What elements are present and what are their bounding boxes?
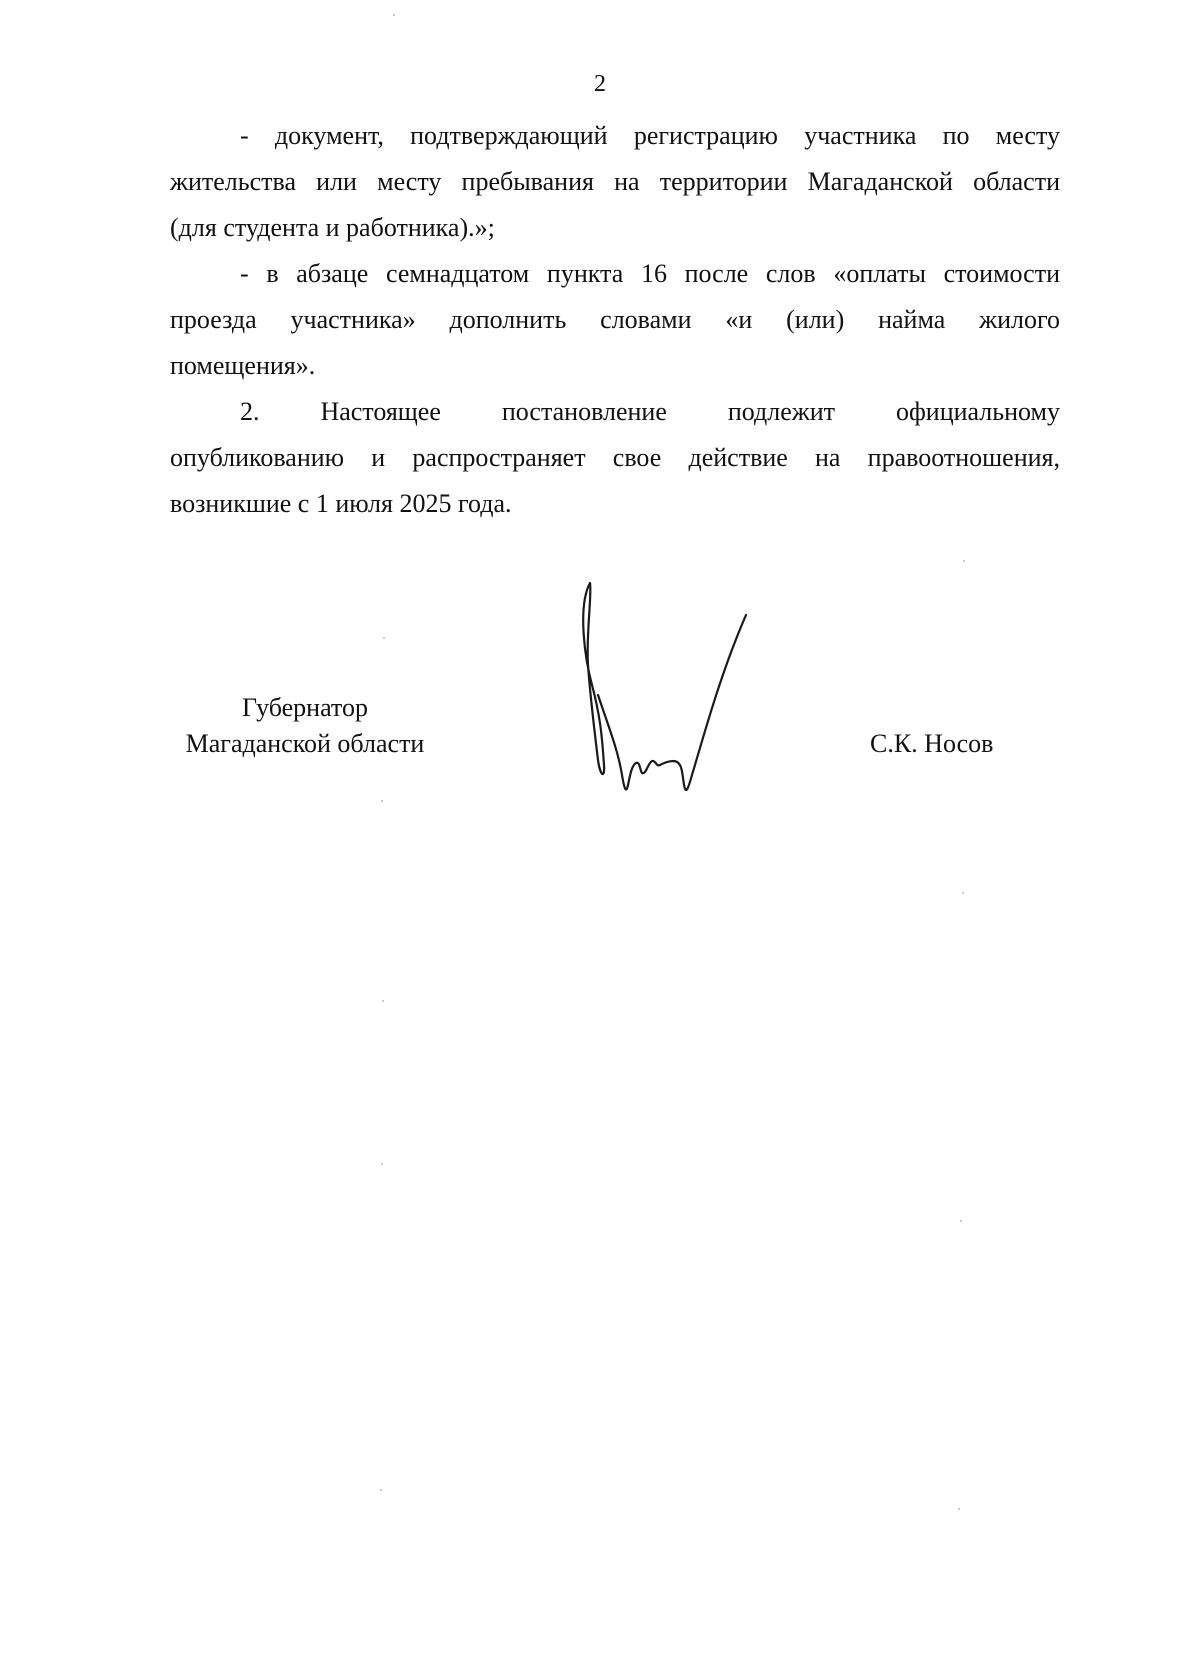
document-body: [170, 113, 1060, 527]
scan-speck: [380, 1489, 382, 1491]
scan-speck: [381, 1163, 383, 1165]
paragraph-line: помещения».: [170, 351, 316, 380]
signer-position: [170, 690, 440, 762]
paragraph-publication-clause: [170, 389, 1060, 527]
paragraph-registration-document: [170, 113, 1060, 251]
paragraph-line: опубликованию и распространяет свое действие на правоотношения,: [170, 443, 1060, 472]
scan-speck: [381, 800, 383, 802]
paragraph-line: 2. Настоящее постановление подлежит официальному: [240, 397, 1060, 426]
scan-speck: [958, 1508, 960, 1510]
paragraph-line: (для студента и работника).»;: [170, 213, 495, 242]
paragraph-line: - в абзаце семнадцатом пункта 16 после слов «оплаты стоимости: [240, 259, 1060, 288]
paragraph-amendment-point-16: [170, 251, 1060, 389]
signer-position-title: Губернатор: [242, 693, 368, 722]
signer-name: С.К. Носов: [870, 729, 994, 758]
scan-speck: [963, 560, 965, 562]
handwritten-signature: [570, 575, 770, 805]
scan-speck: [382, 1000, 384, 1002]
page-number: 2: [594, 71, 606, 97]
paragraph-line: жительства или месту пребывания на территории Магаданской области: [170, 167, 1060, 196]
scan-speck: [962, 892, 964, 894]
paragraph-line: проезда участника» дополнить словами «и (или) найма жилого: [170, 305, 1060, 334]
scan-speck: [383, 637, 385, 639]
scan-speck: [393, 14, 395, 16]
scan-speck: [960, 1220, 962, 1222]
signer-position-region: Магаданской области: [185, 729, 425, 758]
paragraph-line: - документ, подтверждающий регистрацию участника по месту: [240, 121, 1060, 150]
paragraph-line: возникшие с 1 июля 2025 года.: [170, 489, 512, 518]
